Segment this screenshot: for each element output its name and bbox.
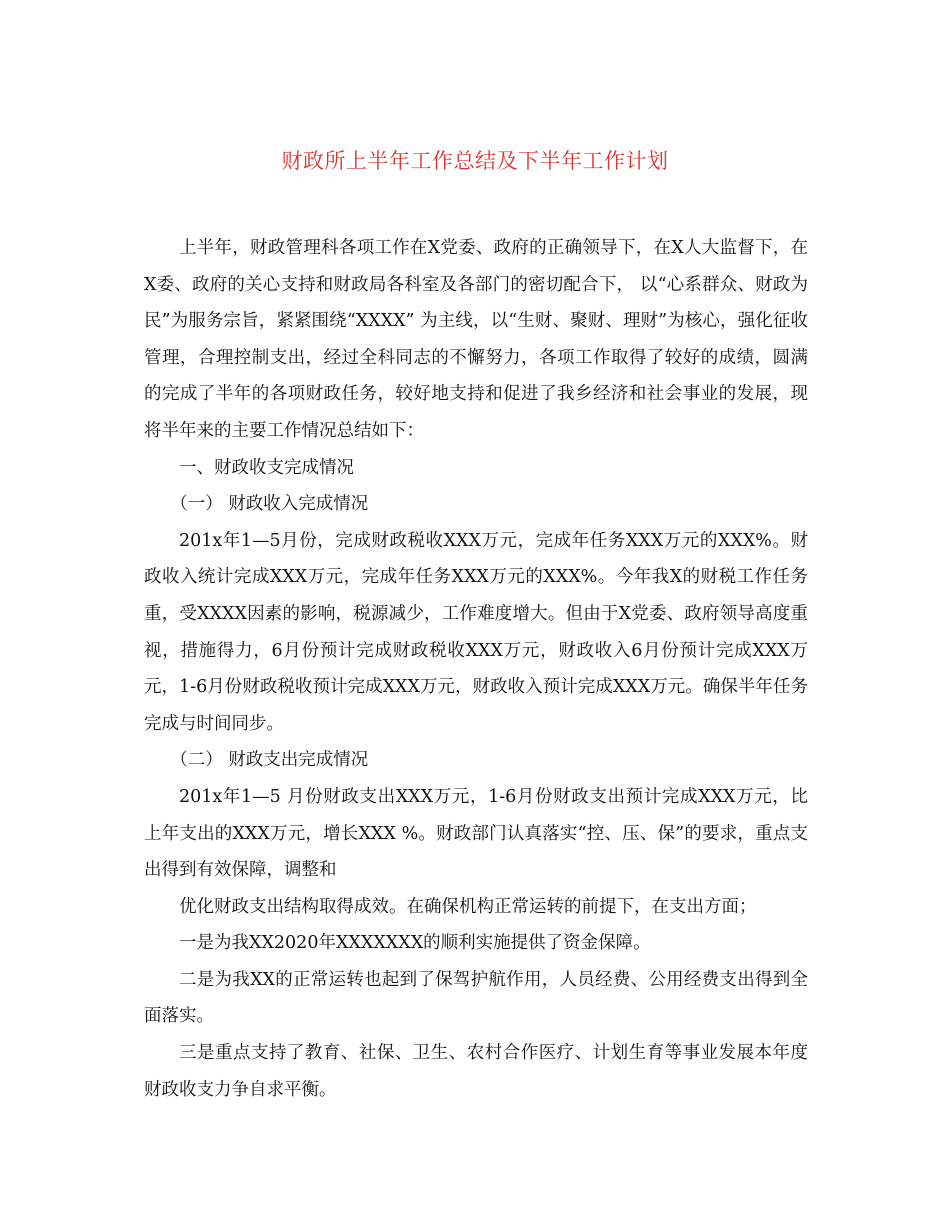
paragraph-point-two: 二是为我XX的正常运转也起到了保驾护航作用，人员经费、公用经费支出得到全面落实。 [144, 969, 808, 1027]
paragraph-income: 201x年1—5月份，完成财政税收XXX万元，完成年任务XXX万元的XXX%。财政收入统计完成XXX万元，完成年任务XXX万元的XXX%。今年我X的财税工作任务重，受XXXX因素的影响，税源减少，工作难度增大。但由于X党委、政府领导高度重视，措施得力，6月份预计完成财政税收XXX万元，财政收入6月份预计完成XXX万元，1-6月份财政税收预计完成XXX万元，财政收入预计完成XXX万元。确保半年任务完成与时间同步。 [144, 530, 808, 734]
subsection-heading-income: （一） 财政收入完成情况 [170, 494, 369, 515]
paragraph-intro: 上半年，财政管理科各项工作在X党委、政府的正确领导下，在X人大监督下，在X委、政府的关心支持和财政局各科室及各部门的密切配合下， 以“心系群众、财政为民”为服务宗旨，紧紧围绕“XXXX” 为主线，以“生财、聚财、理财”为核心，强化征收管理，合理控制支出，经过全科同志的不懈努力，各项工作取得了较好的成绩，圆满的完成了半年的各项财政任务，较好地支持和促进了我乡经济和社会事业的发展，现将半年来的主要工作情况总结如下： [144, 238, 808, 441]
section-heading-1: 一、财政收支完成情况 [179, 457, 354, 478]
paragraph-optimize: 优化财政支出结构取得成效。在确保机构正常运转的前提下，在支出方面； [179, 896, 757, 917]
document-body [144, 230, 808, 1108]
paragraph-point-one: 一是为我XX2020年XXXXXXX的顺利实施提供了资金保障。 [179, 933, 651, 954]
document-title: 财政所上半年工作总结及下半年工作计划 [281, 149, 669, 173]
subsection-heading-expenditure: （二） 财政支出完成情况 [170, 750, 369, 771]
paragraph-expenditure: 201x年1—5 月份财政支出XXX万元，1-6月份财政支出预计完成XXX万元，比上年支出的XXX万元，增长XXX %。财政部门认真落实“控、压、保”的要求，重点支出得到有效保障，调整和 [144, 786, 808, 881]
paragraph-point-three: 三是重点支持了教育、社保、卫生、农村合作医疗、计划生育等事业发展本年度财政收支力争自求平衡。 [144, 1043, 808, 1100]
